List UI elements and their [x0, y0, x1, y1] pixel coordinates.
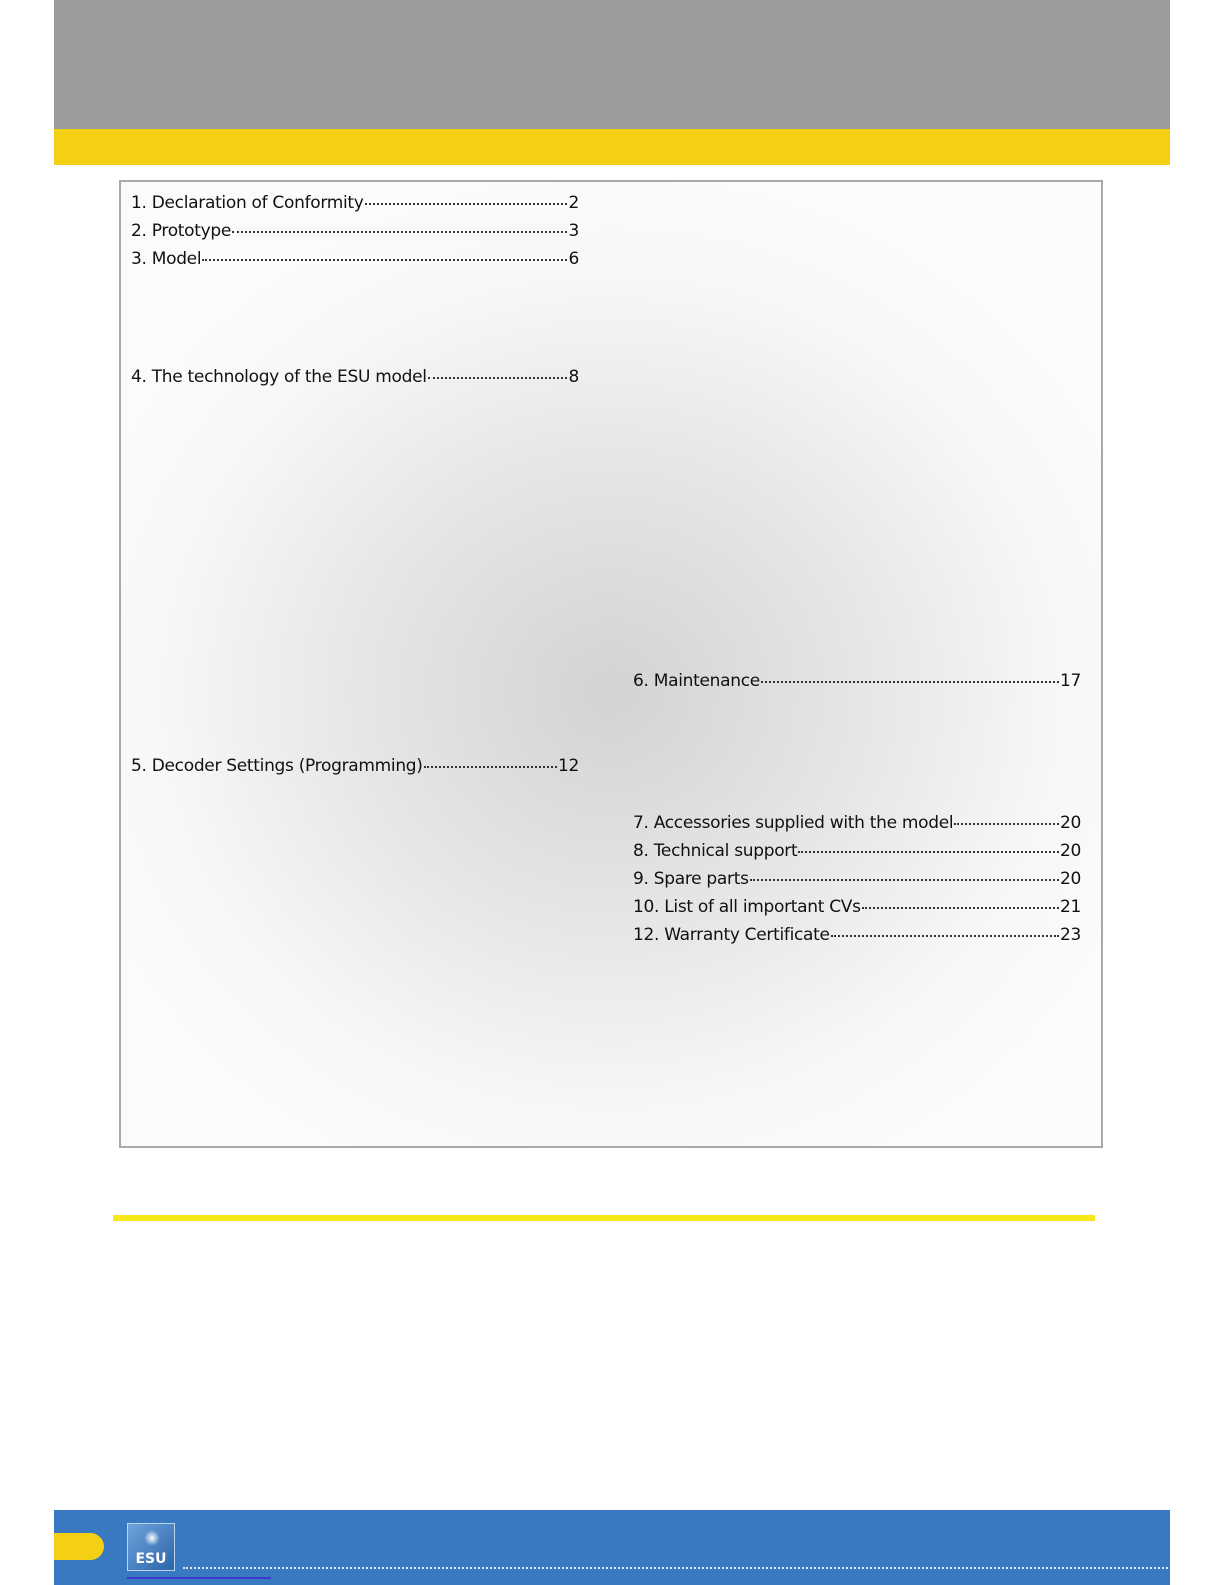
toc-entry-technical-support[interactable]: [633, 840, 1081, 862]
toc-entry-declaration[interactable]: [131, 192, 579, 214]
toc-entry-page: 20: [1059, 813, 1081, 833]
toc-entry-label: 1. Declaration of Conformity: [131, 193, 364, 213]
toc-entry-decoder-settings[interactable]: [131, 755, 579, 777]
header-yellow-band: [54, 129, 1170, 165]
toc-entry-page: 20: [1059, 869, 1081, 889]
toc-entry-label: 7. Accessories supplied with the model: [633, 813, 954, 833]
toc-entry-page: 23: [1059, 925, 1081, 945]
toc-leader-dots: [761, 681, 1059, 683]
toc-entry-label: 3. Model: [131, 249, 202, 269]
toc-entry-page: 12: [557, 756, 579, 776]
toc-leader-dots: [365, 203, 568, 205]
logo-glow: [144, 1530, 160, 1546]
toc-entry-spare-parts[interactable]: [633, 868, 1081, 890]
toc-entry-prototype[interactable]: [131, 220, 579, 242]
table-of-contents: [119, 180, 1103, 1148]
toc-leader-dots: [862, 907, 1059, 909]
toc-entry-accessories[interactable]: [633, 812, 1081, 834]
toc-entry-cv-list[interactable]: [633, 896, 1081, 918]
toc-leader-dots: [232, 231, 567, 233]
toc-leader-dots: [750, 879, 1059, 881]
toc-entry-page: 8: [568, 367, 579, 387]
toc-leader-dots: [202, 259, 567, 261]
toc-entry-label: 5. Decoder Settings (Programming): [131, 756, 423, 776]
toc-entry-page: 21: [1059, 897, 1081, 917]
toc-entry-warranty[interactable]: [633, 924, 1081, 946]
footer-blue-band: [54, 1510, 1170, 1585]
toc-entry-technology[interactable]: [131, 366, 579, 388]
toc-entry-label: 10. List of all important CVs: [633, 897, 861, 917]
footer-link-underline: [127, 1577, 271, 1579]
toc-entry-label: 6. Maintenance: [633, 671, 760, 691]
esu-logo: [127, 1523, 175, 1571]
toc-entry-page: 20: [1059, 841, 1081, 861]
esu-logo-text: ESU: [135, 1551, 167, 1567]
toc-leader-dots: [954, 823, 1059, 825]
toc-entry-label: 2. Prototype: [131, 221, 232, 241]
toc-entry-model[interactable]: [131, 248, 579, 270]
header-grey-band: [54, 0, 1170, 129]
yellow-divider-rule: [113, 1215, 1095, 1221]
footer-dotted-line: [183, 1567, 1168, 1569]
toc-entry-maintenance[interactable]: [633, 670, 1081, 692]
toc-leader-dots: [831, 935, 1059, 937]
toc-entry-label: 9. Spare parts: [633, 869, 749, 889]
toc-entry-label: 4. The technology of the ESU model: [131, 367, 427, 387]
footer-page-tab: [54, 1533, 104, 1560]
toc-entry-label: 8. Technical support: [633, 841, 798, 861]
toc-entry-page: 3: [568, 221, 579, 241]
toc-leader-dots: [428, 377, 568, 379]
toc-leader-dots: [798, 851, 1059, 853]
toc-entry-label: 12. Warranty Certificate: [633, 925, 830, 945]
toc-entry-page: 17: [1059, 671, 1081, 691]
toc-entry-page: 6: [568, 249, 579, 269]
toc-entry-page: 2: [568, 193, 579, 213]
toc-leader-dots: [424, 766, 557, 768]
